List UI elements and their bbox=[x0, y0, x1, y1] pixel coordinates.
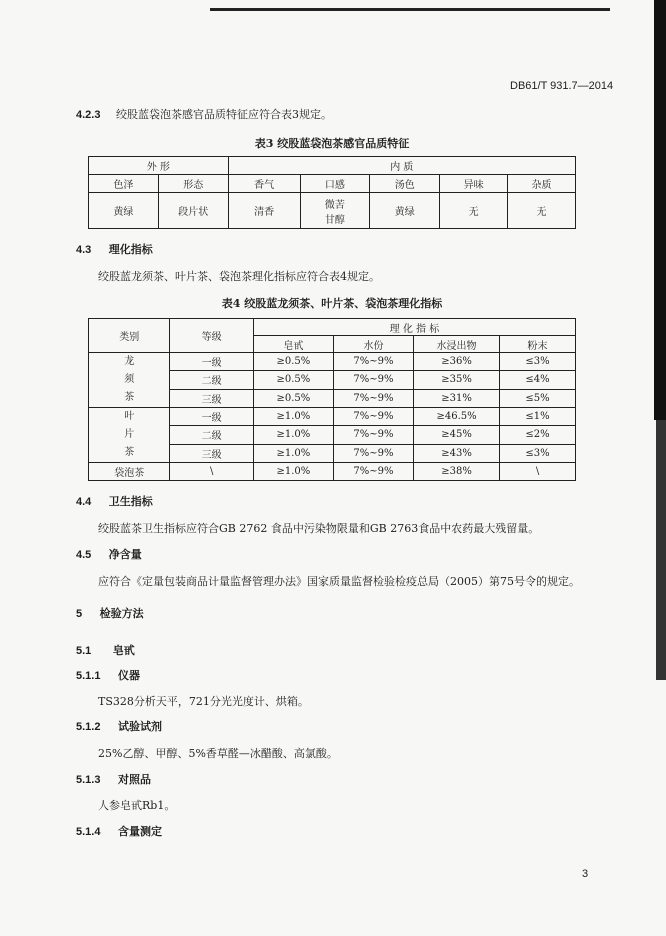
table4-cell: ≤4% bbox=[500, 371, 576, 389]
table3-cell: 无 bbox=[508, 193, 576, 229]
table4-cell: ≥1.0% bbox=[253, 463, 333, 481]
table4-cell: 一级 bbox=[170, 408, 253, 426]
table4-cell: 7%~9% bbox=[333, 408, 413, 426]
table4-cell: 7%~9% bbox=[333, 371, 413, 389]
table4-cell: 二级 bbox=[170, 371, 253, 389]
document-code: DB61/T 931.7—2014 bbox=[510, 80, 614, 92]
section-title: 卫生指标 bbox=[108, 495, 153, 508]
table4-cell: ≥35% bbox=[414, 371, 500, 389]
section-number: 4.4 bbox=[76, 496, 92, 508]
table4-col-category: 类别 bbox=[89, 319, 170, 353]
section-5-1-heading bbox=[76, 642, 135, 658]
category-char: 须 bbox=[124, 374, 135, 385]
section-title: 检验方法 bbox=[99, 607, 144, 620]
table4-cell: ≥0.5% bbox=[253, 389, 333, 407]
section-title: 含量测定 bbox=[117, 825, 162, 838]
table3-header: 形态 bbox=[158, 175, 228, 193]
section-title: 试验试剂 bbox=[117, 720, 162, 733]
table4-category-longxu bbox=[89, 353, 170, 408]
section-5-1-2-text: 25%乙醇、甲醇、5%香草醛—冰醋酸、高氯酸。 bbox=[98, 747, 338, 760]
section-number: 4.5 bbox=[76, 549, 92, 561]
table4-subheader: 皂甙 bbox=[253, 336, 333, 353]
section-title: 对照品 bbox=[117, 773, 151, 786]
table4-cell: 7%~9% bbox=[333, 389, 413, 407]
section-5-1-3-heading bbox=[76, 771, 151, 787]
section-number: 4.3 bbox=[76, 244, 92, 256]
table3-header: 香气 bbox=[228, 175, 300, 193]
table4-caption: 表4 绞股蓝龙须茶、叶片茶、袋泡茶理化指标 bbox=[221, 297, 443, 310]
section-text: 绞股蓝袋泡茶感官品质特征应符合表3规定。 bbox=[115, 108, 332, 121]
scan-right-bar bbox=[656, 420, 666, 680]
table4-cell: 7%~9% bbox=[333, 353, 413, 371]
table3-group-outer: 外 形 bbox=[89, 157, 229, 175]
table4-cell: ≤3% bbox=[500, 444, 576, 462]
table4-cell: ≥31% bbox=[414, 389, 500, 407]
table4-cell: 一级 bbox=[170, 353, 253, 371]
section-title: 皂甙 bbox=[112, 644, 135, 657]
table4-cell: 7%~9% bbox=[333, 463, 413, 481]
section-title: 净含量 bbox=[108, 548, 142, 561]
table4-cell: ≤1% bbox=[500, 408, 576, 426]
section-4-5-heading bbox=[76, 546, 142, 562]
table4 bbox=[88, 318, 576, 481]
table4-cell: ≥1.0% bbox=[253, 444, 333, 462]
section-4-3-text: 绞股蓝龙须茶、叶片茶、袋泡茶理化指标应符合表4规定。 bbox=[98, 270, 380, 283]
table4-cell: ≤3% bbox=[500, 353, 576, 371]
table4-subheader: 水浸出物 bbox=[414, 336, 500, 353]
section-5-heading bbox=[76, 605, 144, 621]
table3-cell: 清香 bbox=[228, 193, 300, 229]
table4-cell: ≥46.5% bbox=[414, 408, 500, 426]
table4-cell: \ bbox=[170, 463, 253, 481]
section-4-4-heading bbox=[76, 493, 153, 509]
section-number: 5.1 bbox=[76, 645, 92, 657]
taste-line: 微苦 bbox=[324, 199, 345, 211]
table4-cell: ≥36% bbox=[414, 353, 500, 371]
category-char: 龙 bbox=[124, 356, 135, 367]
table4-cell: \ bbox=[500, 463, 576, 481]
table4-subheader: 粉末 bbox=[500, 336, 576, 353]
table3-cell: 段片状 bbox=[158, 193, 228, 229]
table3-group-inner: 内 质 bbox=[228, 157, 575, 175]
table4-cell: ≥0.5% bbox=[253, 371, 333, 389]
table4-category-daipao: 袋泡茶 bbox=[89, 463, 170, 481]
table4-col-grade: 等级 bbox=[170, 319, 253, 353]
section-number: 5.1.4 bbox=[76, 826, 101, 838]
table4-cell: ≥1.0% bbox=[253, 408, 333, 426]
table4-cell: 三级 bbox=[170, 389, 253, 407]
table4-cell: ≤5% bbox=[500, 389, 576, 407]
section-4-2-3 bbox=[76, 106, 332, 122]
table4-cell: 二级 bbox=[170, 426, 253, 444]
table4-category-yepian bbox=[89, 408, 170, 463]
table3-cell: 黄绿 bbox=[370, 193, 440, 229]
table3-caption: 表3 绞股蓝袋泡茶感官品质特征 bbox=[254, 137, 410, 150]
section-title: 理化指标 bbox=[108, 243, 153, 256]
table4-cell: 7%~9% bbox=[333, 426, 413, 444]
taste-line: 甘醇 bbox=[324, 214, 345, 226]
table3-header: 异味 bbox=[440, 175, 508, 193]
table4-subheader: 水份 bbox=[333, 336, 413, 353]
category-char: 叶 bbox=[124, 411, 135, 422]
table4-cell: ≥38% bbox=[414, 463, 500, 481]
section-4-4-text: 绞股蓝茶卫生指标应符合GB 2762 食品中污染物限量和GB 2763食品中农药最大残留量。 bbox=[98, 522, 540, 535]
table4-cell: ≥1.0% bbox=[253, 426, 333, 444]
category-char: 片 bbox=[124, 429, 135, 440]
page-number: 3 bbox=[582, 868, 589, 880]
section-number: 5.1.1 bbox=[76, 670, 101, 682]
section-5-1-2-heading bbox=[76, 718, 162, 734]
section-4-5-text: 应符合《定量包装商品计量监督管理办法》国家质量监督检验检疫总局（2005）第75号令的规定。 bbox=[98, 575, 580, 588]
category-char: 茶 bbox=[124, 447, 135, 458]
table3 bbox=[88, 156, 576, 229]
section-5-1-3-text: 人参皂甙Rb1。 bbox=[98, 799, 176, 812]
table3-header: 汤色 bbox=[370, 175, 440, 193]
table3-header: 杂质 bbox=[508, 175, 576, 193]
section-5-1-4-heading bbox=[76, 823, 162, 839]
section-number: 5 bbox=[76, 608, 83, 620]
section-number: 5.1.3 bbox=[76, 774, 101, 786]
section-number: 4.2.3 bbox=[76, 109, 101, 121]
section-4-3-heading bbox=[76, 241, 153, 257]
category-char: 茶 bbox=[124, 392, 135, 403]
section-title: 仪器 bbox=[117, 669, 140, 682]
table4-cell: ≤2% bbox=[500, 426, 576, 444]
table3-cell-taste bbox=[300, 193, 370, 229]
scan-right-edge bbox=[654, 0, 666, 420]
table4-cell: ≥0.5% bbox=[253, 353, 333, 371]
table4-cell: 三级 bbox=[170, 444, 253, 462]
table3-header: 色泽 bbox=[89, 175, 159, 193]
scan-top-rule bbox=[210, 8, 610, 11]
table4-cell: ≥43% bbox=[414, 444, 500, 462]
section-number: 5.1.2 bbox=[76, 721, 101, 733]
table3-cell: 无 bbox=[440, 193, 508, 229]
table4-cell: ≥45% bbox=[414, 426, 500, 444]
table3-cell: 黄绿 bbox=[89, 193, 159, 229]
table4-cell: 7%~9% bbox=[333, 444, 413, 462]
table3-header: 口感 bbox=[300, 175, 370, 193]
section-5-1-1-text: TS328分析天平，721分光光度计、烘箱。 bbox=[98, 695, 309, 708]
section-5-1-1-heading bbox=[76, 667, 140, 683]
table4-col-group: 理 化 指 标 bbox=[253, 319, 575, 336]
